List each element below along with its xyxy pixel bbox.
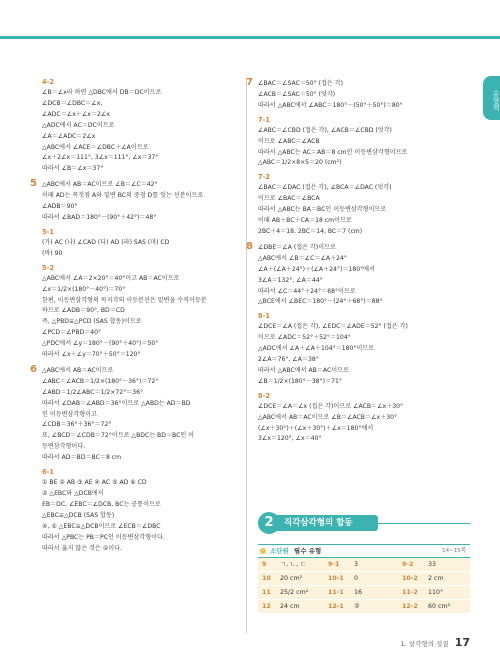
solution-line: ∠ABC＝∠CBD (접은 각), ∠ACB＝∠CBD (엇각) <box>258 126 392 134</box>
solution-line: ① BE ② AB ③ AE ④ AC ⑤ AD ⑥ CD <box>42 479 147 487</box>
column-divider <box>246 78 247 633</box>
problem-subnumber: 5-1 <box>42 227 54 236</box>
solution-line: ∠BAC＝∠SAC＝50° (접은 각) <box>258 80 343 87</box>
mini-pages: 14~15쪽 <box>442 548 466 554</box>
answer-key: 11-1 <box>328 589 344 596</box>
solution-line: ∠ABD＝1/2∠ABC＝1/2×72°＝36° <box>42 388 144 396</box>
solution-line: ∠ADB＝90° <box>42 203 78 211</box>
solution-line: ∠CDB＝36°＋36°＝72° <box>42 421 112 429</box>
problem-subnumber: 8-2 <box>258 391 270 400</box>
solution-line: 이므로 ∠ADC＝52°＋52°＝104° <box>258 334 351 342</box>
solution-line: 따라서 △ABC에서 ∠ABC＝180°－(50°＋50°)＝80° <box>258 101 403 109</box>
answer-key: 12-2 <box>402 603 418 610</box>
problem-subnumber: 4-2 <box>42 78 54 86</box>
answer-value: 16 <box>354 589 363 596</box>
solution-line: ∠B＝∠x라 하면 △DBC에서 DB＝DC이므로 <box>42 89 162 96</box>
answer-key: 9-2 <box>402 561 414 568</box>
section-header <box>258 512 470 534</box>
solution-line: ∠DCE＝∠A＝∠x (접은 각)이므로 ∠ACB＝∠x＋30° <box>258 402 404 410</box>
solution-line: 따라서 ∠DAB＝∠ABD＝36°이므로 △ABD는 AD＝BD <box>42 399 191 407</box>
solution-line: ∠x＋2∠x＝111°, 3∠x＝111°, ∠x＝37° <box>42 154 159 162</box>
solution-line: 따라서 ∠C＝44°＋24°＝68°이므로 <box>258 287 356 295</box>
page-number: 17 <box>454 636 470 649</box>
solution-line: 따라서 △PBC는 PB＝PC인 이등변삼각형이다. <box>42 533 165 541</box>
solution-line: ② △EBC와 △DCB에서 <box>42 490 104 497</box>
solution-line: 따라서 ∠BAD＝180°－(90°＋42°)＝48° <box>42 213 157 221</box>
solution-line: 2∠A＝76°, ∠A＝38° <box>258 356 319 364</box>
answer-key: 11-2 <box>402 589 418 596</box>
solution-line: 인 이등변삼각형이고 <box>42 410 97 418</box>
left-column <box>30 74 240 554</box>
section-rule <box>378 523 470 524</box>
problem-number: 6 <box>30 363 37 375</box>
solution-line: 3∠A＝132°, ∠A＝44° <box>258 276 323 284</box>
solution-line: △ADC에서 ∠A＋∠A＋104°＝180°이므로 <box>258 345 375 353</box>
solution-line: ∠x＝1/2×(180°－40°)＝70° <box>42 285 126 293</box>
solution-line: 이므로 ∠BAC＝∠BCA <box>258 195 320 203</box>
solution-line: 따라서 △ABC에서 AB＝AC이므로 <box>258 366 349 374</box>
problem-subnumber: 5-2 <box>42 263 54 272</box>
bullet-icon <box>260 548 266 554</box>
answer-value: 25/2 cm² <box>280 589 309 596</box>
solution-line: ∠A＋(∠A＋24°)＋(∠A＋24°)＝180°에서 <box>258 265 375 273</box>
answer-key: 10 <box>262 575 271 582</box>
solution-line: △ABC에서 ∠B＝∠C＝∠A＋24° <box>258 254 347 262</box>
mini-subtitle: 필수 유형 <box>293 547 322 555</box>
answer-value: 3 <box>354 561 359 568</box>
solution-line: 따라서 옳지 않은 것은 ②이다. <box>42 544 122 552</box>
answer-value: 0 <box>354 575 359 582</box>
solution-line: ∠DCE＝∠A (접은 각), ∠EDC＝∠ADE＝52° (접은 각) <box>258 323 408 331</box>
answer-key: 10-2 <box>402 575 418 582</box>
answer-value: ㄱ, ㄴ, ㄷ <box>280 561 307 568</box>
answer-value: 2 cm <box>428 575 444 582</box>
solution-line: △BCE에서 ∠BEC＝180°－(24°＋68°)＝88° <box>258 298 383 306</box>
solution-line: ∠BAC＝∠DAC (접은 각), ∠BCA＝∠DAC (엇각) <box>258 184 392 192</box>
footer-label: 1. 삼각형의 성질 <box>400 640 449 648</box>
solution-line: 즉, △PBD≡△PCD (SAS 합동)이므로 <box>42 318 142 326</box>
problem-number: 7 <box>246 77 253 88</box>
solution-line: 한편, 이등변삼각형의 꼭지각의 이등분선은 밑변을 수직이등분 <box>42 296 207 304</box>
problem-solution-start <box>30 178 240 191</box>
solution-line: △PDC에서 ∠y＝180°－(90°＋40°)＝50° <box>42 340 159 348</box>
answer-key: 10-1 <box>328 575 344 582</box>
solution-line: 따라서 △ABC는 BA＝BC인 이등변삼각형이므로 <box>258 206 387 214</box>
solution-line: ∠ABC＝∠ACB＝1/2×(180°－36°)＝72° <box>42 377 159 385</box>
solution-line: ∠ADC＝∠x＋∠x＝2∠x <box>42 110 110 118</box>
answer-row <box>258 586 470 599</box>
answer-value: 20 cm² <box>280 575 303 582</box>
solution-line: EB＝DC, ∠EBC＝∠DCB, BC는 공통이므로 <box>42 500 161 508</box>
solution-line: △ABC에서 ∠ACE＝∠DBC＋∠A이므로 <box>42 143 149 151</box>
solution-line: 이때 AD는 꼭짓점 A와 밑변 BC의 중점 D를 잇는 선분이므로 <box>42 192 204 200</box>
solution-line: △EBC≡△DCB (SAS 합동) <box>42 511 115 519</box>
problem-number: 8 <box>246 240 253 252</box>
problem-subnumber: 8-1 <box>258 312 270 321</box>
solution-line: △ABC에서 ∠A＝2×20°＝40°이고 AB＝AC이므로 <box>42 274 180 282</box>
answer-value: 33 <box>428 561 437 568</box>
solution-line: △ABC에서 AB＝AC이므로 ∠B＝∠C＝42° <box>42 181 158 189</box>
solution-line: 또, ∠BCD＝∠CDB＝72°이므로 △BDC는 BD＝BC인 이 <box>42 432 195 440</box>
mini-title: 소단원 <box>270 547 289 555</box>
answer-key: 12-1 <box>328 603 344 610</box>
problem-solution-start <box>246 77 468 90</box>
answer-value: 24 cm <box>280 603 300 610</box>
mini-answer-box <box>258 544 470 614</box>
solution-line: ∠DCB＝∠DBC＝∠x, <box>42 99 103 107</box>
answer-key: 11 <box>262 589 271 596</box>
solution-line: ∠A＝∠ADC＝2∠x <box>42 132 96 140</box>
solution-line: (바) 90 <box>42 249 63 257</box>
solution-line: ∠DBE＝∠A (접은 각)이므로 <box>258 243 336 251</box>
answer-row <box>258 600 470 613</box>
solution-line: 2BC＋4＝18, 2BC＝14, BC＝7 (cm) <box>258 227 363 235</box>
problem-solution-start <box>30 363 240 377</box>
problem-subnumber: 7-1 <box>258 115 270 124</box>
solution-line: △ADC에서 AC＝DC이므로 <box>42 121 115 129</box>
page-footer <box>401 636 470 649</box>
answer-row <box>258 572 470 585</box>
solution-line: ∠PCD＝∠PBD＝40° <box>42 329 102 337</box>
mini-answer-header <box>258 544 470 558</box>
solution-line: 이므로 ∠ABC＝∠ACB <box>258 137 320 145</box>
solution-line: ④, ⑤ △EBC≡△DCB이므로 ∠ECB＝∠DBC <box>42 522 161 530</box>
solution-line: △ABC에서 AB＝AC이므로 <box>42 366 114 374</box>
solution-line: △ABC＝1/2×8×5＝20 (cm²) <box>258 159 342 167</box>
solution-line: ∠B＝1/2×(180°－38°)＝71° <box>258 377 342 385</box>
answer-value: ② <box>354 603 360 610</box>
solution-line: 3∠x＝120°, ∠x＝40° <box>258 435 322 443</box>
problem-number: 5 <box>30 178 37 190</box>
answer-row <box>258 558 470 571</box>
solution-line: (∠x＋30°)＋(∠x＋30°)＋∠x＝180°에서 <box>258 424 374 432</box>
right-column <box>246 74 468 445</box>
solution-line: ∠ACB＝∠SAC＝50° (엇각) <box>258 90 336 98</box>
answer-value: 60 cm² <box>428 603 451 610</box>
solution-line: (가) AC (나) ∠CAD (다) AD (라) SAS (마) CD <box>42 238 170 246</box>
problem-solution-start <box>246 240 468 254</box>
answer-key: 9-1 <box>328 561 340 568</box>
answer-key: 12 <box>262 603 271 610</box>
solution-line: 따라서 △ABC는 AC＝AB＝8 cm인 이등변삼각형이므로 <box>258 148 408 156</box>
answer-key: 9 <box>262 561 267 568</box>
solution-line: 이때 AB＋BC＋CA＝18 cm이므로 <box>258 217 352 225</box>
solution-line: 따라서 ∠x＋∠y＝70°＋50°＝120° <box>42 351 141 359</box>
solution-line: 따라서 ∠B＝∠x＝37° <box>42 165 104 173</box>
solution-line: △ABC에서 AB＝AC이므로 ∠B＝∠ACB＝∠x＋30° <box>258 413 398 421</box>
side-tab: 유형책 <box>483 76 500 120</box>
problem-subnumber: 7-2 <box>258 173 270 182</box>
top-accent-bar <box>0 36 500 39</box>
solution-line: 따라서 AD＝BD＝BC＝8 cm <box>42 454 122 462</box>
section-number: 2 <box>258 512 280 534</box>
problem-subnumber: 6-1 <box>42 468 54 477</box>
answer-value: 110° <box>428 589 444 596</box>
section-title: 직각삼각형의 합동 <box>272 515 378 531</box>
solution-line: 하므로 ∠ADB＝90°, BD＝CD <box>42 307 125 315</box>
solution-line: 등변삼각형이다. <box>42 443 86 451</box>
